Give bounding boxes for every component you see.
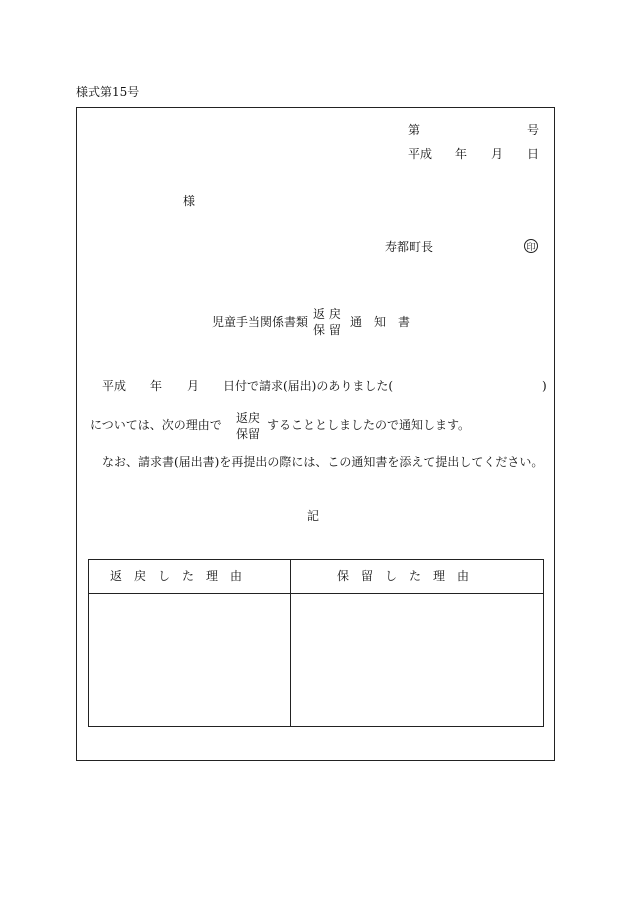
return-reason-cell[interactable]: [89, 594, 290, 726]
reason-table: [88, 559, 544, 727]
date-year-unit: 年: [455, 147, 468, 161]
title-options: [313, 306, 341, 338]
title-suffix: 通 知 書: [350, 315, 411, 329]
hold-reason-cell[interactable]: [291, 594, 543, 726]
body-month-unit: 月: [187, 379, 200, 393]
body-line2-options: [236, 410, 260, 442]
date-day-unit: 日: [527, 147, 540, 161]
title-prefix: 児童手当関係書類: [212, 315, 309, 329]
addressee-suffix: 様: [183, 194, 196, 208]
table-header-return-reason: 返 戻 し た 理 由: [110, 569, 243, 583]
body-year-unit: 年: [150, 379, 163, 393]
body-option-hold: 保留: [236, 427, 261, 441]
ki-mark: 記: [307, 509, 320, 523]
title-option-return: 返 戻: [313, 307, 341, 321]
seal-mark: 印: [524, 239, 538, 253]
body-line1-close: ): [542, 379, 547, 393]
title-option-hold: 保 留: [313, 323, 341, 337]
number-prefix: 第: [408, 123, 421, 137]
body-era: 平成: [102, 379, 127, 393]
date-era: 平成: [408, 147, 433, 161]
table-header-hold-reason: 保 留 し た 理 由: [337, 569, 470, 583]
sender-name: 寿都町長: [385, 240, 434, 254]
body-line2-prefix: については、次の理由で: [90, 418, 222, 432]
date-month-unit: 月: [491, 147, 504, 161]
body-line1-text: 日付で請求(届出)のありました(: [223, 379, 394, 393]
body-line2-suffix: することとしましたので通知します。: [267, 418, 471, 432]
body-line3: なお、請求書(届出書)を再提出の際には、この通知書を添えて提出してください。: [102, 455, 544, 469]
body-option-return: 返戻: [236, 411, 261, 425]
number-suffix: 号: [527, 123, 540, 137]
form-number: 様式第15号: [76, 85, 140, 99]
